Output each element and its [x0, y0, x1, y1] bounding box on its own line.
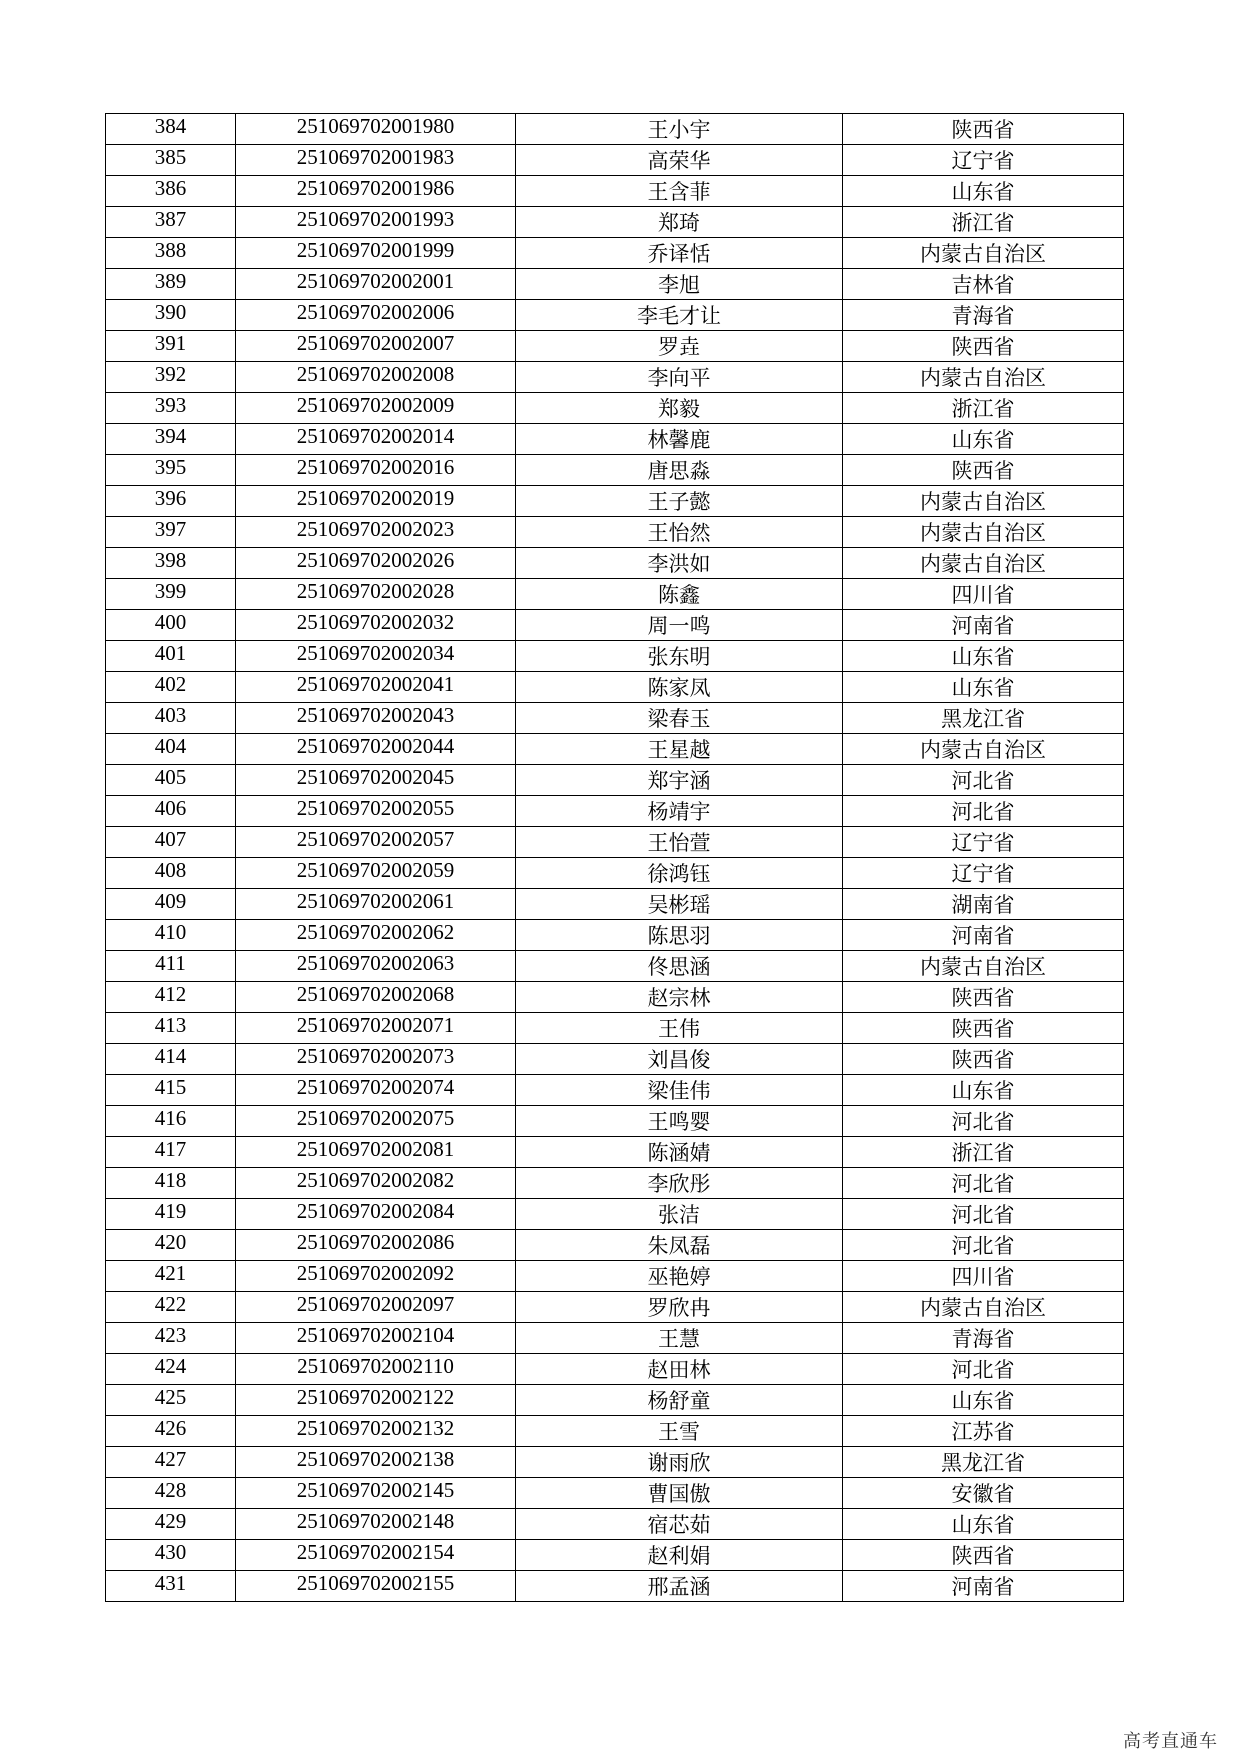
row-number-cell: 409: [106, 889, 236, 920]
name-cell: 陈思羽: [516, 920, 843, 951]
province-cell: 河北省: [843, 1354, 1124, 1385]
row-number-cell: 407: [106, 827, 236, 858]
candidate-id-cell: 251069702002104: [236, 1323, 516, 1354]
row-number-cell: 408: [106, 858, 236, 889]
table-row: [106, 362, 1124, 393]
province-cell: 陕西省: [843, 114, 1124, 145]
province-cell: 辽宁省: [843, 858, 1124, 889]
row-number-cell: 388: [106, 238, 236, 269]
candidate-id-cell: 251069702002155: [236, 1571, 516, 1602]
row-number-cell: 386: [106, 176, 236, 207]
table-row: [106, 331, 1124, 362]
row-number-cell: 400: [106, 610, 236, 641]
row-number-cell: 399: [106, 579, 236, 610]
province-cell: 黑龙江省: [843, 703, 1124, 734]
province-cell: 内蒙古自治区: [843, 951, 1124, 982]
table-row: [106, 1540, 1124, 1571]
name-cell: 谢雨欣: [516, 1447, 843, 1478]
row-number-cell: 404: [106, 734, 236, 765]
province-cell: 内蒙古自治区: [843, 734, 1124, 765]
name-cell: 李欣彤: [516, 1168, 843, 1199]
table-row: [106, 796, 1124, 827]
candidate-id-cell: 251069702002084: [236, 1199, 516, 1230]
table-row: [106, 238, 1124, 269]
name-cell: 高荣华: [516, 145, 843, 176]
name-cell: 赵利娟: [516, 1540, 843, 1571]
province-cell: 山东省: [843, 641, 1124, 672]
name-cell: 罗垚: [516, 331, 843, 362]
row-number-cell: 403: [106, 703, 236, 734]
candidate-id-cell: 251069702002092: [236, 1261, 516, 1292]
province-cell: 河北省: [843, 1168, 1124, 1199]
province-cell: 河北省: [843, 1106, 1124, 1137]
candidate-id-cell: 251069702002019: [236, 486, 516, 517]
table-row: [106, 1571, 1124, 1602]
name-cell: 吴彬瑶: [516, 889, 843, 920]
candidate-id-cell: 251069702002043: [236, 703, 516, 734]
province-cell: 山东省: [843, 424, 1124, 455]
row-number-cell: 426: [106, 1416, 236, 1447]
name-cell: 罗欣冉: [516, 1292, 843, 1323]
table-row: [106, 300, 1124, 331]
name-cell: 王子懿: [516, 486, 843, 517]
candidate-id-cell: 251069702002034: [236, 641, 516, 672]
name-cell: 王含菲: [516, 176, 843, 207]
candidate-id-cell: 251069702002073: [236, 1044, 516, 1075]
name-cell: 梁佳伟: [516, 1075, 843, 1106]
row-number-cell: 423: [106, 1323, 236, 1354]
row-number-cell: 392: [106, 362, 236, 393]
name-cell: 赵宗林: [516, 982, 843, 1013]
name-cell: 郑宇涵: [516, 765, 843, 796]
table-row: [106, 145, 1124, 176]
name-cell: 巫艳婷: [516, 1261, 843, 1292]
province-cell: 河北省: [843, 1199, 1124, 1230]
candidate-id-cell: 251069702002045: [236, 765, 516, 796]
province-cell: 浙江省: [843, 207, 1124, 238]
table-row: [106, 269, 1124, 300]
table-row: [106, 1168, 1124, 1199]
province-cell: 内蒙古自治区: [843, 1292, 1124, 1323]
candidate-id-cell: 251069702002001: [236, 269, 516, 300]
name-cell: 郑毅: [516, 393, 843, 424]
name-cell: 邢孟涵: [516, 1571, 843, 1602]
candidate-id-cell: 251069702002097: [236, 1292, 516, 1323]
candidate-id-cell: 251069702002132: [236, 1416, 516, 1447]
row-number-cell: 394: [106, 424, 236, 455]
candidate-id-cell: 251069702002145: [236, 1478, 516, 1509]
name-cell: 杨舒童: [516, 1385, 843, 1416]
candidate-id-cell: 251069702002055: [236, 796, 516, 827]
table-row: [106, 517, 1124, 548]
row-number-cell: 416: [106, 1106, 236, 1137]
table-row: [106, 176, 1124, 207]
table-row: [106, 1447, 1124, 1478]
province-cell: 内蒙古自治区: [843, 362, 1124, 393]
row-number-cell: 405: [106, 765, 236, 796]
row-number-cell: 422: [106, 1292, 236, 1323]
name-cell: 陈鑫: [516, 579, 843, 610]
province-cell: 湖南省: [843, 889, 1124, 920]
province-cell: 河南省: [843, 610, 1124, 641]
row-number-cell: 384: [106, 114, 236, 145]
watermark-text: 高考直通车: [1123, 1731, 1218, 1752]
candidate-id-cell: 251069702001986: [236, 176, 516, 207]
name-cell: 梁春玉: [516, 703, 843, 734]
row-number-cell: 401: [106, 641, 236, 672]
name-cell: 李旭: [516, 269, 843, 300]
table-row: [106, 641, 1124, 672]
row-number-cell: 391: [106, 331, 236, 362]
table-row: [106, 1478, 1124, 1509]
roster-table: [105, 113, 1124, 1602]
candidate-id-cell: 251069702002062: [236, 920, 516, 951]
name-cell: 李向平: [516, 362, 843, 393]
province-cell: 内蒙古自治区: [843, 238, 1124, 269]
table-row: [106, 610, 1124, 641]
row-number-cell: 395: [106, 455, 236, 486]
province-cell: 安徽省: [843, 1478, 1124, 1509]
candidate-id-cell: 251069702002014: [236, 424, 516, 455]
row-number-cell: 411: [106, 951, 236, 982]
name-cell: 王鸣婴: [516, 1106, 843, 1137]
province-cell: 陕西省: [843, 1540, 1124, 1571]
name-cell: 乔译恬: [516, 238, 843, 269]
table-row: [106, 734, 1124, 765]
row-number-cell: 421: [106, 1261, 236, 1292]
name-cell: 杨靖宇: [516, 796, 843, 827]
row-number-cell: 428: [106, 1478, 236, 1509]
province-cell: 河南省: [843, 1571, 1124, 1602]
table-row: [106, 858, 1124, 889]
province-cell: 陕西省: [843, 331, 1124, 362]
table-row: [106, 765, 1124, 796]
province-cell: 黑龙江省: [843, 1447, 1124, 1478]
province-cell: 山东省: [843, 1385, 1124, 1416]
province-cell: 山东省: [843, 176, 1124, 207]
province-cell: 河南省: [843, 920, 1124, 951]
candidate-id-cell: 251069702002074: [236, 1075, 516, 1106]
candidate-id-cell: 251069702002028: [236, 579, 516, 610]
candidate-id-cell: 251069702002154: [236, 1540, 516, 1571]
name-cell: 赵田林: [516, 1354, 843, 1385]
candidate-id-cell: 251069702002059: [236, 858, 516, 889]
candidate-id-cell: 251069702002016: [236, 455, 516, 486]
province-cell: 河北省: [843, 1230, 1124, 1261]
province-cell: 山东省: [843, 672, 1124, 703]
candidate-id-cell: 251069702002138: [236, 1447, 516, 1478]
name-cell: 李毛才让: [516, 300, 843, 331]
candidate-id-cell: 251069702002044: [236, 734, 516, 765]
table-row: [106, 1354, 1124, 1385]
table-row: [106, 455, 1124, 486]
province-cell: 四川省: [843, 579, 1124, 610]
candidate-id-cell: 251069702002041: [236, 672, 516, 703]
candidate-id-cell: 251069702002082: [236, 1168, 516, 1199]
province-cell: 山东省: [843, 1509, 1124, 1540]
table-row: [106, 703, 1124, 734]
row-number-cell: 418: [106, 1168, 236, 1199]
name-cell: 宿芯茹: [516, 1509, 843, 1540]
province-cell: 辽宁省: [843, 827, 1124, 858]
row-number-cell: 390: [106, 300, 236, 331]
table-row: [106, 1013, 1124, 1044]
name-cell: 唐思淼: [516, 455, 843, 486]
province-cell: 内蒙古自治区: [843, 548, 1124, 579]
candidate-id-cell: 251069702002071: [236, 1013, 516, 1044]
roster-table-container: [105, 113, 1123, 1602]
candidate-id-cell: 251069702001999: [236, 238, 516, 269]
row-number-cell: 406: [106, 796, 236, 827]
province-cell: 浙江省: [843, 1137, 1124, 1168]
candidate-id-cell: 251069702002148: [236, 1509, 516, 1540]
roster-table-body: [106, 114, 1124, 1602]
name-cell: 王伟: [516, 1013, 843, 1044]
row-number-cell: 430: [106, 1540, 236, 1571]
province-cell: 吉林省: [843, 269, 1124, 300]
table-row: [106, 1323, 1124, 1354]
table-row: [106, 1509, 1124, 1540]
name-cell: 周一鸣: [516, 610, 843, 641]
candidate-id-cell: 251069702002110: [236, 1354, 516, 1385]
province-cell: 内蒙古自治区: [843, 517, 1124, 548]
table-row: [106, 1137, 1124, 1168]
province-cell: 河北省: [843, 765, 1124, 796]
table-row: [106, 1416, 1124, 1447]
row-number-cell: 398: [106, 548, 236, 579]
name-cell: 王怡然: [516, 517, 843, 548]
table-row: [106, 1199, 1124, 1230]
province-cell: 江苏省: [843, 1416, 1124, 1447]
province-cell: 河北省: [843, 796, 1124, 827]
table-row: [106, 424, 1124, 455]
candidate-id-cell: 251069702002008: [236, 362, 516, 393]
name-cell: 王慧: [516, 1323, 843, 1354]
province-cell: 四川省: [843, 1261, 1124, 1292]
candidate-id-cell: 251069702002023: [236, 517, 516, 548]
table-row: [106, 1385, 1124, 1416]
table-row: [106, 1044, 1124, 1075]
name-cell: 王星越: [516, 734, 843, 765]
row-number-cell: 412: [106, 982, 236, 1013]
table-row: [106, 889, 1124, 920]
candidate-id-cell: 251069702002081: [236, 1137, 516, 1168]
province-cell: 内蒙古自治区: [843, 486, 1124, 517]
candidate-id-cell: 251069702001983: [236, 145, 516, 176]
row-number-cell: 424: [106, 1354, 236, 1385]
province-cell: 辽宁省: [843, 145, 1124, 176]
province-cell: 山东省: [843, 1075, 1124, 1106]
row-number-cell: 389: [106, 269, 236, 300]
table-row: [106, 1261, 1124, 1292]
table-row: [106, 548, 1124, 579]
name-cell: 王怡萱: [516, 827, 843, 858]
table-row: [106, 486, 1124, 517]
name-cell: 陈涵婧: [516, 1137, 843, 1168]
row-number-cell: 429: [106, 1509, 236, 1540]
row-number-cell: 419: [106, 1199, 236, 1230]
name-cell: 郑琦: [516, 207, 843, 238]
row-number-cell: 402: [106, 672, 236, 703]
province-cell: 青海省: [843, 1323, 1124, 1354]
row-number-cell: 425: [106, 1385, 236, 1416]
name-cell: 王小宇: [516, 114, 843, 145]
row-number-cell: 420: [106, 1230, 236, 1261]
candidate-id-cell: 251069702002057: [236, 827, 516, 858]
candidate-id-cell: 251069702002009: [236, 393, 516, 424]
province-cell: 青海省: [843, 300, 1124, 331]
name-cell: 朱凤磊: [516, 1230, 843, 1261]
province-cell: 陕西省: [843, 455, 1124, 486]
row-number-cell: 413: [106, 1013, 236, 1044]
table-row: [106, 1075, 1124, 1106]
name-cell: 徐鸿钰: [516, 858, 843, 889]
candidate-id-cell: 251069702002063: [236, 951, 516, 982]
candidate-id-cell: 251069702002075: [236, 1106, 516, 1137]
row-number-cell: 427: [106, 1447, 236, 1478]
candidate-id-cell: 251069702001993: [236, 207, 516, 238]
candidate-id-cell: 251069702002006: [236, 300, 516, 331]
table-row: [106, 672, 1124, 703]
row-number-cell: 410: [106, 920, 236, 951]
candidate-id-cell: 251069702002122: [236, 1385, 516, 1416]
candidate-id-cell: 251069702002061: [236, 889, 516, 920]
table-row: [106, 207, 1124, 238]
row-number-cell: 385: [106, 145, 236, 176]
candidate-id-cell: 251069702002007: [236, 331, 516, 362]
table-row: [106, 579, 1124, 610]
candidate-id-cell: 251069702002032: [236, 610, 516, 641]
table-row: [106, 982, 1124, 1013]
row-number-cell: 414: [106, 1044, 236, 1075]
table-row: [106, 114, 1124, 145]
row-number-cell: 396: [106, 486, 236, 517]
row-number-cell: 417: [106, 1137, 236, 1168]
row-number-cell: 387: [106, 207, 236, 238]
name-cell: 曹国傲: [516, 1478, 843, 1509]
candidate-id-cell: 251069702002068: [236, 982, 516, 1013]
candidate-id-cell: 251069702001980: [236, 114, 516, 145]
candidate-id-cell: 251069702002026: [236, 548, 516, 579]
row-number-cell: 431: [106, 1571, 236, 1602]
table-row: [106, 1230, 1124, 1261]
province-cell: 浙江省: [843, 393, 1124, 424]
row-number-cell: 393: [106, 393, 236, 424]
row-number-cell: 415: [106, 1075, 236, 1106]
name-cell: 王雪: [516, 1416, 843, 1447]
name-cell: 张东明: [516, 641, 843, 672]
province-cell: 陕西省: [843, 982, 1124, 1013]
table-row: [106, 1106, 1124, 1137]
name-cell: 张洁: [516, 1199, 843, 1230]
name-cell: 佟思涵: [516, 951, 843, 982]
province-cell: 陕西省: [843, 1013, 1124, 1044]
name-cell: 刘昌俊: [516, 1044, 843, 1075]
name-cell: 陈家凤: [516, 672, 843, 703]
name-cell: 林馨鹿: [516, 424, 843, 455]
table-row: [106, 393, 1124, 424]
name-cell: 李洪如: [516, 548, 843, 579]
candidate-id-cell: 251069702002086: [236, 1230, 516, 1261]
province-cell: 陕西省: [843, 1044, 1124, 1075]
table-row: [106, 951, 1124, 982]
table-row: [106, 1292, 1124, 1323]
table-row: [106, 827, 1124, 858]
table-row: [106, 920, 1124, 951]
row-number-cell: 397: [106, 517, 236, 548]
